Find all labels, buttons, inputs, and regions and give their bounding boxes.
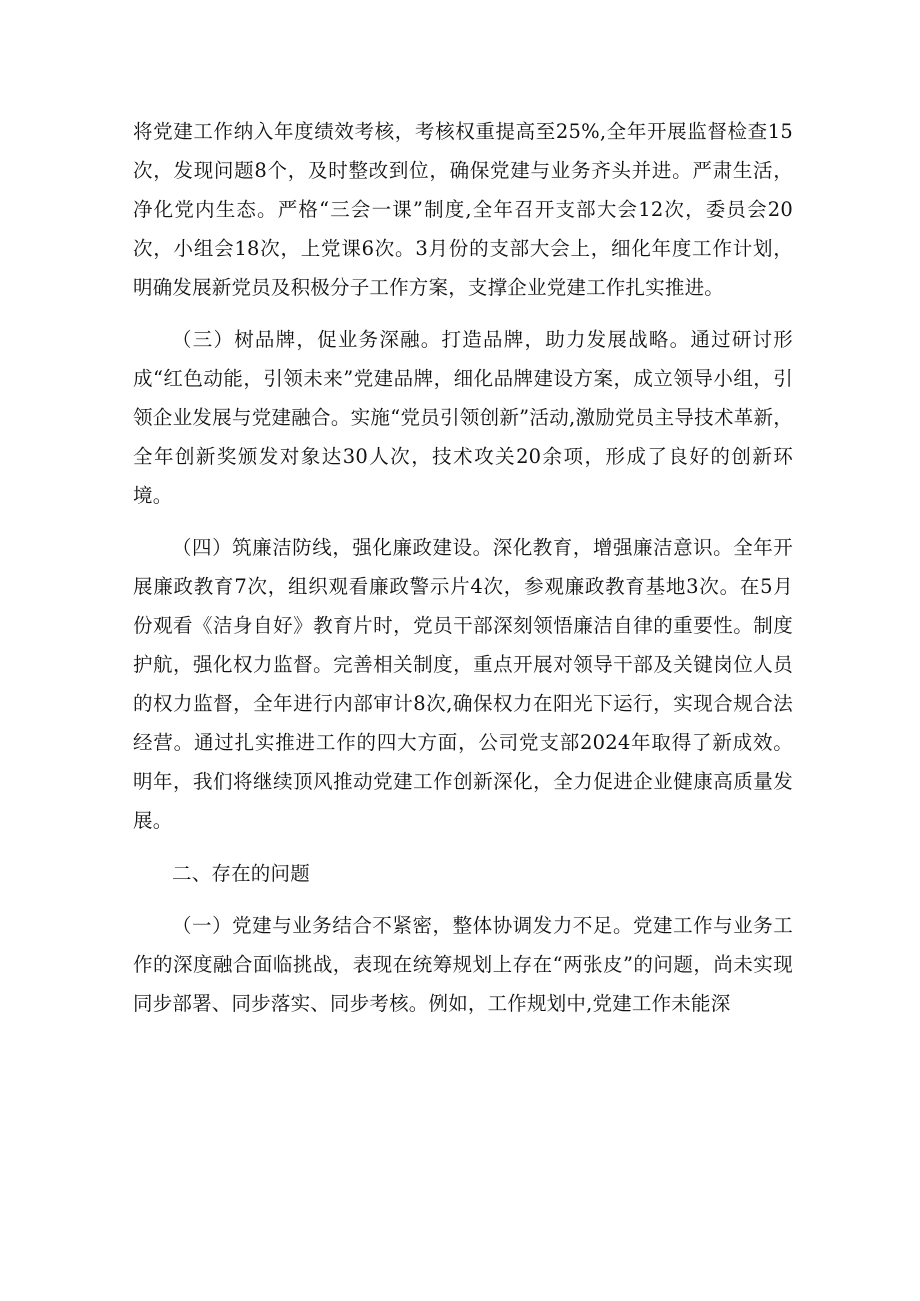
paragraph-brand-building: （三）树品牌，促业务深融。打造品牌，助力发展战略。通过研讨形成“红色动能，引领未来”党建品牌，细化品牌建设方案，成立领导小组，引领企业发展与党建融合。实施“党员引领创新”活动,激励党员主导技术革新，全年创新奖颁发对象达30人次，技术攻关20余项，形成了良好的创新环境。	[133, 328, 793, 507]
paragraph-performance-assessment: 将党建工作纳入年度绩效考核，考核权重提高至25%,全年开展监督检查15次，发现问题8个，及时整改到位，确保党建与业务齐头并进。严肃生活，净化党内生态。严格“三会一课”制度,全年召开支部大会12次，委员会20次，小组会18次，上党课6次。3月份的支部大会上，细化年度工作计划，明确发展新党员及积极分子工作方案，支撑企业党建工作扎实推进。	[133, 120, 793, 299]
paragraph-integrity-building: （四）筑廉洁防线，强化廉政建设。深化教育，增强廉洁意识。全年开展廉政教育7次，组织观看廉政警示片4次，参观廉政教育基地3次。在5月份观看《洁身自好》教育片时，党员干部深刻领悟廉洁自律的重要性。制度护航，强化权力监督。完善相关制度，重点开展对领导干部及关键岗位人员的权力监督，全年进行内部审计8次,确保权力在阳光下运行，实现合规合法经营。通过扎实推进工作的四大方面，公司党支部2024年取得了新成效。明年，我们将继续顶风推动党建工作创新深化，全力促进企业健康高质量发展。	[133, 536, 793, 832]
paragraph-problem-one: （一）党建与业务结合不紧密，整体协调发力不足。党建工作与业务工作的深度融合面临挑战，表现在统筹规划上存在“两张皮”的问题，尚未实现同步部署、同步落实、同步考核。例如，工作规划中,党建工作未能深	[133, 914, 793, 1015]
section-heading-problems: 二、存在的问题	[172, 862, 310, 885]
document-page	[133, 112, 793, 1023]
